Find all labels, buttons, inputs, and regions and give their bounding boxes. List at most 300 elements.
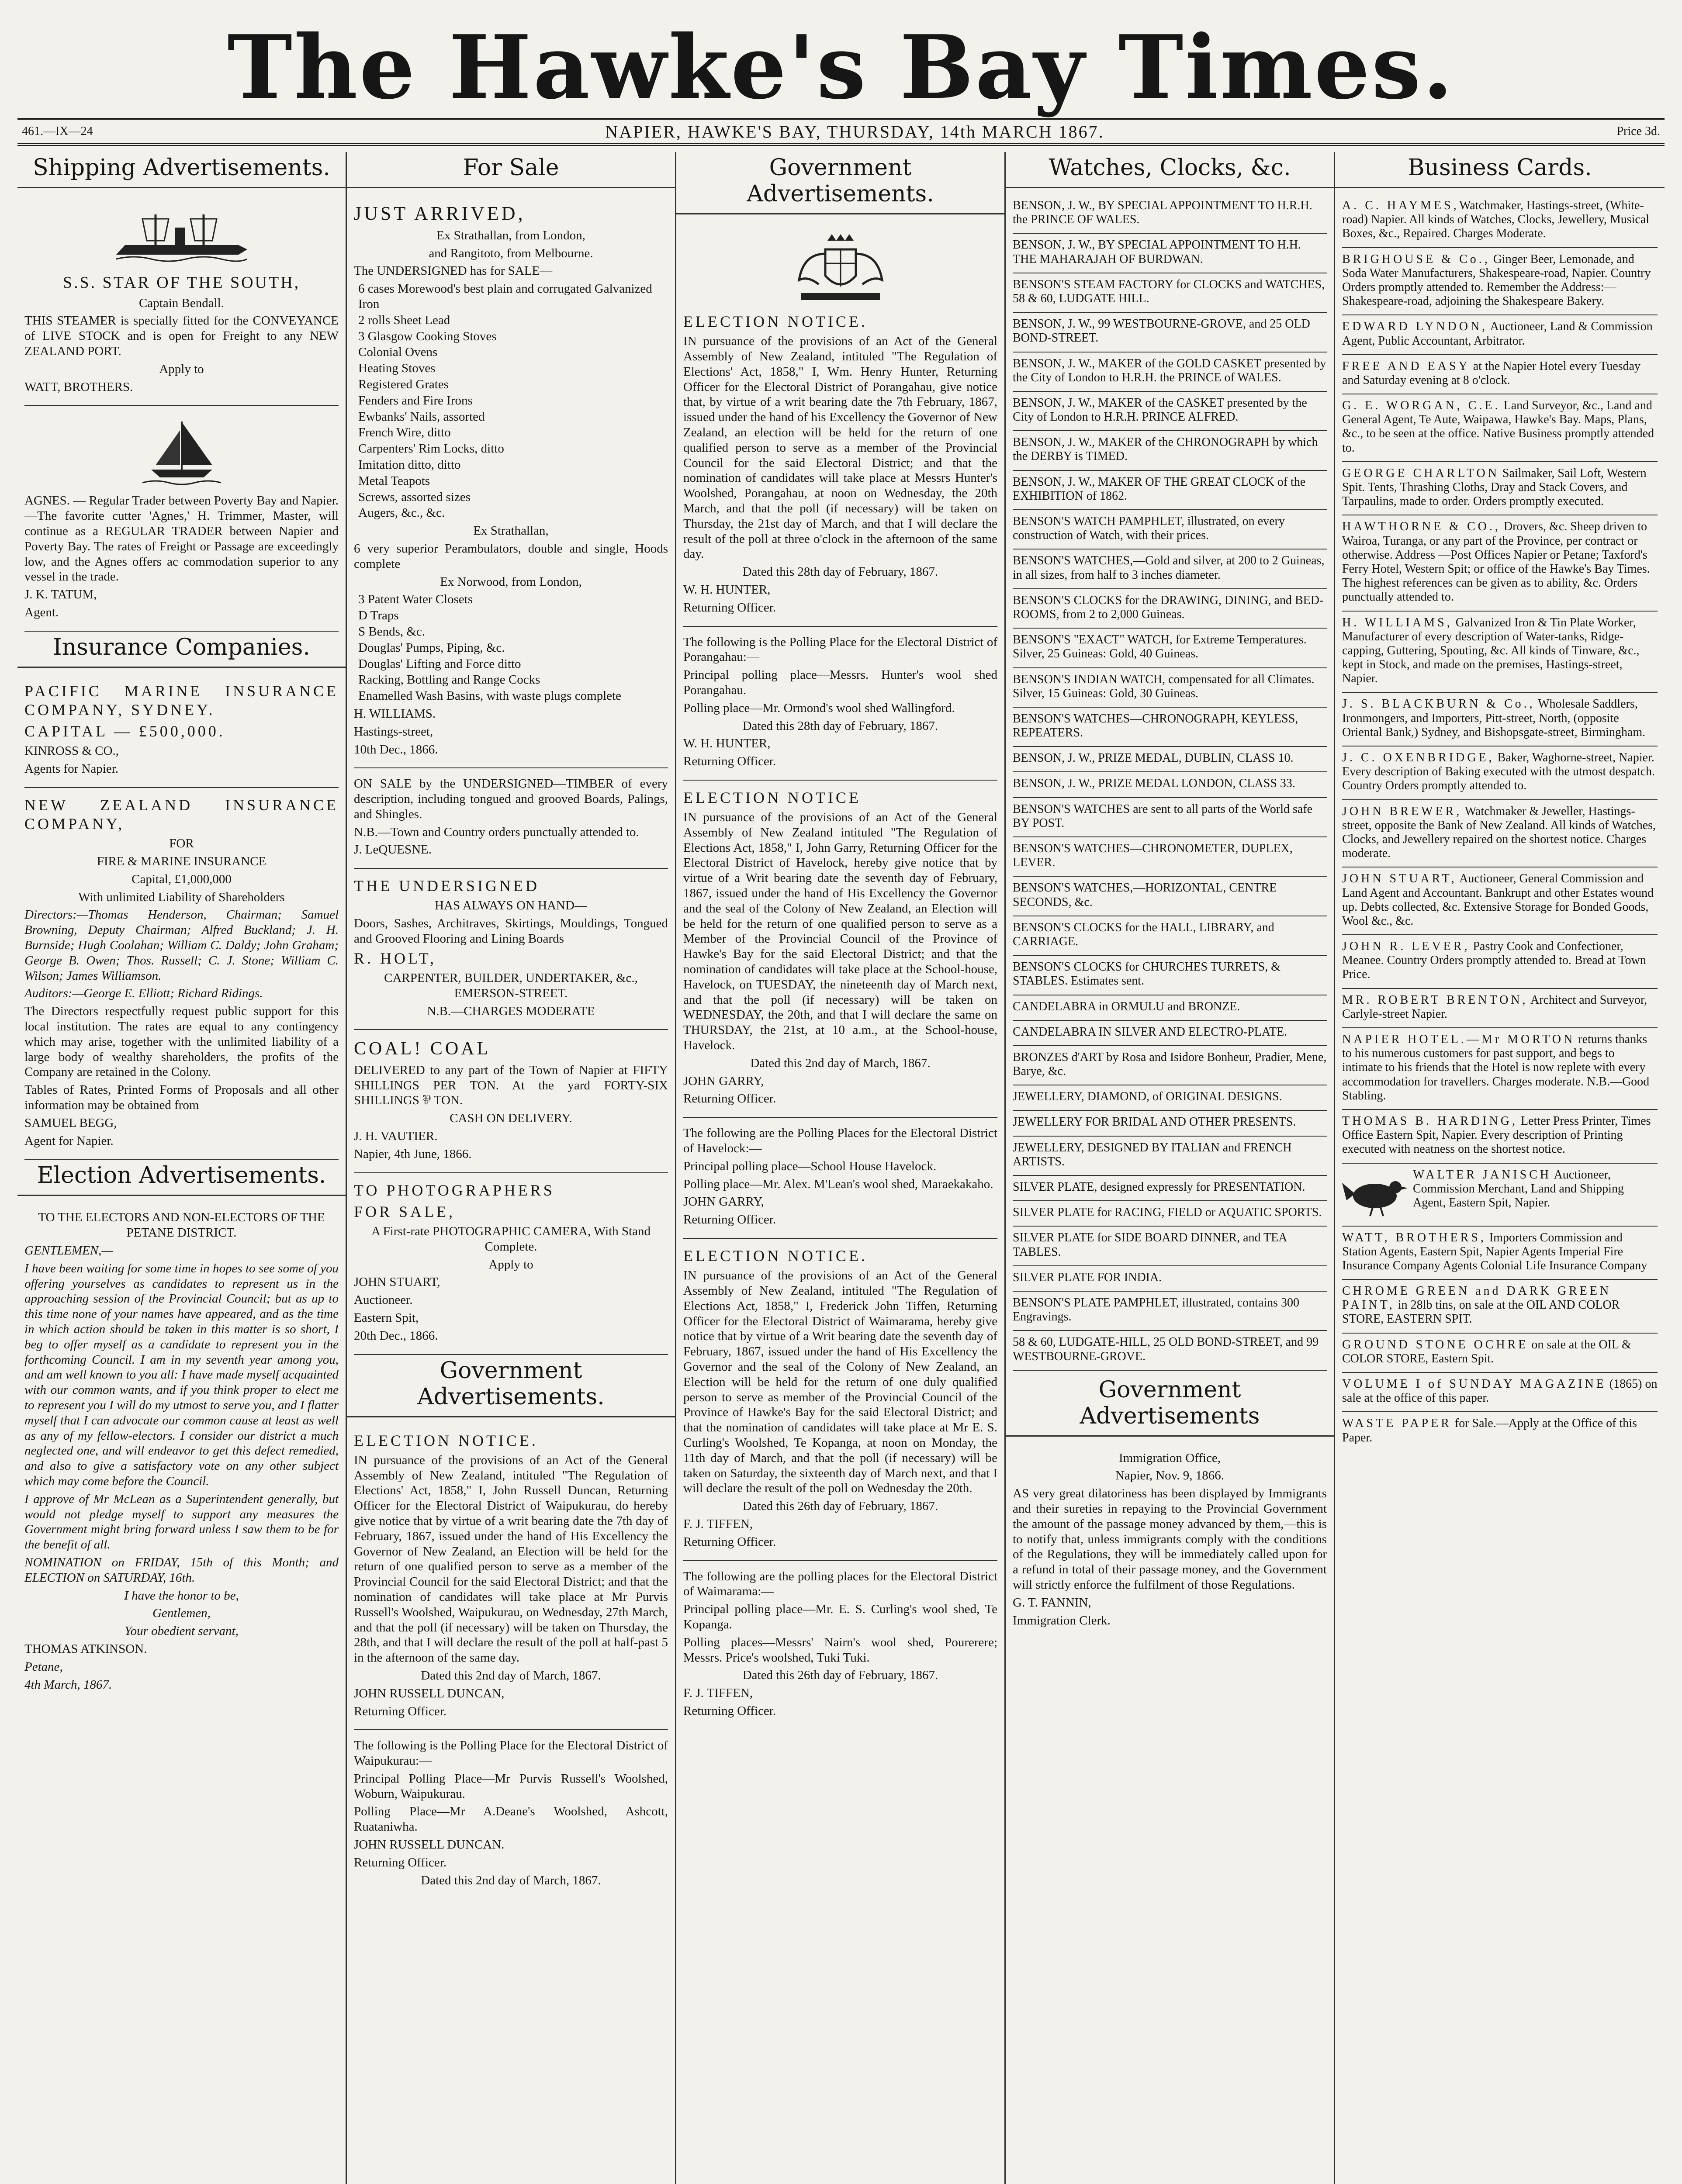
gov2-role: Returning Officer. — [354, 1855, 447, 1870]
list-item — [1013, 668, 1327, 708]
ship-body: THIS STEAMER is specially fitted for the CONVEYANCE of LIVE STOCK and is open for Freight to any NEW ZEALAND PORT. — [24, 314, 339, 358]
list-item — [1013, 549, 1327, 589]
list-item: Douglas' Lifting and Force ditto — [358, 657, 521, 671]
ins2-auditors: Auditors:—George E. Elliott; Richard Ridings. — [24, 986, 263, 1001]
card-body: on sale at the OIL & COLOR STORE, Eastern Spit. — [1342, 1337, 1631, 1365]
royal-crest-icon — [784, 232, 897, 306]
card-body: in 28lb tins, on sale at the OIL AND COLOR STORE, EASTERN SPIT. — [1342, 1298, 1620, 1326]
business-card — [1342, 612, 1658, 693]
benson-ad-text: BENSON, J. W., 99 WESTBOURNE-GROVE, and 25 OLD BOND-STREET. — [1013, 317, 1310, 345]
benson-ad-text: JEWELLERY FOR BRIDAL AND OTHER PRESENTS. — [1013, 1115, 1296, 1129]
benson-ad-text: CANDELABRA in ORMULU and BRONZE. — [1013, 999, 1240, 1013]
sale1-intro: The UNDERSIGNED has for SALE— — [354, 264, 553, 278]
ad-waipukurau-election — [354, 1424, 668, 1731]
business-card — [1342, 462, 1658, 516]
gov-havelock-poll-role: Returning Officer. — [683, 1213, 776, 1227]
elec-p3: NOMINATION on FRIDAY, 15th of this Month; and ELECTION on SATURDAY, 16th. — [24, 1555, 339, 1585]
list-item — [1013, 708, 1327, 747]
card-name: EDWARD LYNDON, — [1342, 320, 1488, 334]
business-card — [1342, 1334, 1658, 1373]
benson-ad-text: BENSON, J. W., MAKER OF THE GREAT CLOCK of the EXHIBITION of 1862. — [1013, 475, 1306, 503]
card-body: Watchmaker, Hastings-street, (White-road) Napier. All kinds of Watches, Clocks, Jewellery, Musical Boxes, &c., Repaired. Charges Moderate. — [1342, 199, 1650, 241]
masthead-title: The Hawke's Bay Times. — [227, 17, 1455, 118]
business-card — [1342, 989, 1658, 1028]
gov1-role: Returning Officer. — [354, 1704, 447, 1718]
steamship-icon — [116, 206, 247, 267]
sale4-body: DELIVERED to any part of the Town of Napier at FIFTY SHILLINGS PER TON. At the yard FORTY-SIX SHILLINGS ⅌ TON. — [354, 1063, 668, 1108]
list-item — [1013, 629, 1327, 668]
sale1-prams: 6 very superior Perambulators, double and single, Hoods complete — [354, 541, 668, 571]
column-4 — [1006, 152, 1335, 2184]
elec-signature: THOMAS ATKINSON. — [24, 1641, 147, 1656]
sale5-sub: FOR SALE, — [354, 1203, 456, 1220]
gov-porangahau-poll-signature: W. H. HUNTER, — [683, 736, 771, 751]
sale3-nb: N.B.—CHARGES MODERATE — [427, 1004, 595, 1018]
gov-waimarama-body: IN pursuance of the provisions of an Act of the General Assembly of New Zealand, intituled "The Regulation of Elections Act, 1858," I, Frederick John Tiffen, Returning Officer for the Electoral District of Waimarama, hereby give notice that by virtue of a Writ bearing date the seventh day of February, 1867, issued under the hand of His Excellency the Governor and the seal of the Colony of New Zealand, an Election will be held for the return of one duly qualified person to serve as member of the Provincial Council of the Province of Hawke's Bay for the said Electoral District; and that the nomination of candidates will take place at Mr E. S. Curling's Woolshed, Te Kopanga, at noon on Monday, the 11th day of March, and that the poll (if necessary) will be taken on Saturday, the sixteenth day of March next, and that I will declare the result of the poll on Wednesday the 20th. — [683, 1268, 997, 1496]
card-name: JOHN BREWER, — [1342, 804, 1462, 818]
ad-waimarama-polling — [683, 1561, 997, 1729]
benson-ad-text: BENSON'S CLOCKS for the HALL, LIBRARY, and CARRIAGE. — [1013, 920, 1274, 948]
benson-ad-text: BENSON'S CLOCKS for the DRAWING, DINING, and BED-ROOMS, from 2 to 2,000 Guineas. — [1013, 593, 1324, 621]
ins2-title: NEW ZEALAND INSURANCE COMPANY, — [24, 796, 339, 833]
list-item: French Wire, ditto — [358, 425, 451, 440]
business-card — [1342, 248, 1658, 316]
list-item: 6 cases Morewood's best plain and corrugated Galvanized Iron — [358, 282, 652, 311]
card-name: WATT, BROTHERS, — [1342, 1230, 1486, 1244]
business-card — [1342, 746, 1658, 800]
gov-waimarama-role: Returning Officer. — [683, 1534, 776, 1549]
card-name: H. WILLIAMS, — [1342, 615, 1453, 629]
card-name: BRIGHOUSE & Co., — [1342, 252, 1490, 266]
gov-havelock-role: Returning Officer. — [683, 1092, 776, 1106]
sale5-signature: JOHN STUART, — [354, 1275, 440, 1289]
price: Price 3d. — [1616, 124, 1660, 138]
card-body: Auctioneer, General Commission and Land Agent and Accountant. Bankrupt and other Estates wound up. Debts collected, &c. Extensive Storage for Bonded Goods, Wool &c., &c. — [1342, 872, 1654, 928]
columns — [17, 152, 1665, 2184]
list-item: 3 Patent Water Closets — [358, 592, 473, 607]
card-name: VOLUME I of SUNDAY MAGAZINE — [1342, 1377, 1606, 1391]
list-item — [1013, 431, 1327, 470]
card-body: Baker, Waghorne-street, Napier. Every description of Baking executed with the utmost despatch. Country Orders promptly attended to. — [1342, 751, 1655, 793]
list-item — [1013, 589, 1327, 629]
ad-agnes — [24, 406, 339, 631]
benson-ad-text: JEWELLERY, DESIGNED BY ITALIAN and FRENCH ARTISTS. — [1013, 1140, 1292, 1168]
card-body: Pastry Cook and Confectioner, Meanee. Country Orders promptly attended to. Bread at Town Price. — [1342, 940, 1646, 981]
column-1 — [17, 152, 347, 2184]
card-body: Architect and Surveyor, Carlyle-street Napier. — [1342, 993, 1647, 1021]
business-card — [1342, 1412, 1658, 1451]
gov-porangahau-poll-date: Dated this 28th day of February, 1867. — [742, 719, 938, 733]
elec-p1: I have been waiting for some time in hopes to see some of you offering yourselves as candidates to represent us in the approaching session of the Provincial Council; but as up to this time none of your names have appeared, and as the time in which action should be taken in this matter is so short, I beg to offer myself as a candidate to represent you in the forthcoming Council. I am in my seventh year among you, and am well known to you all: I have made myself acquainted with our common wants, and if you think proper to elect me to represent you I will do my utmost to serve you, and I flatter myself that I can advocate our common cause at least as well as any of my fellow-electors. I consider our district a much neglected one, and will endeavor to get this defect remedied, and also to give a satisfactory vote on any other subject which may come before the Council. — [24, 1261, 339, 1488]
benson-ad-text: BENSON, J. W., BY SPECIAL APPOINTMENT TO H.H. THE MAHARAJAH OF BURDWAN. — [1013, 238, 1301, 266]
gov-waimarama-poll-p2: Polling places—Messrs' Nairn's wool shed, Pourerere; Messrs. Price's woolshed, Tuki Tuki. — [683, 1635, 997, 1665]
benson-ad-text: SILVER PLATE FOR INDIA. — [1013, 1270, 1162, 1284]
dateline: NAPIER, HAWKE'S BAY, THURSDAY, 14th MARCH 1867. — [605, 121, 1104, 142]
sale4-title: COAL! COAL — [354, 1039, 491, 1059]
card-name: WALTER JANISCH — [1413, 1168, 1552, 1182]
ship-captain: Captain Bendall. — [139, 296, 224, 310]
card-name: FREE AND EASY — [1342, 359, 1470, 373]
ad-photographers — [354, 1173, 668, 1355]
agnes-role: Agent. — [24, 605, 59, 619]
gov-porangahau-poll-p2: Polling place—Mr. Ormond's wool shed Wallingford. — [683, 701, 955, 715]
benson-ad-text: BENSON'S WATCHES are sent to all parts of the World safe BY POST. — [1013, 802, 1313, 830]
ins2-kind: FIRE & MARINE INSURANCE — [97, 854, 266, 869]
list-item: Carpenters' Rim Locks, ditto — [358, 442, 504, 456]
list-item — [1013, 798, 1327, 837]
gov2-intro: The following is the Polling Place for the Electoral District of Waipukurau:— — [354, 1738, 668, 1768]
list-item — [1013, 194, 1327, 234]
elec-salute: GENTLEMEN,— — [24, 1244, 113, 1258]
list-item — [1013, 995, 1327, 1021]
ad-just-arrived — [354, 194, 668, 768]
gov-waimarama-poll-date: Dated this 26th day of February, 1867. — [742, 1668, 938, 1683]
list-item — [1013, 1266, 1327, 1292]
list-item: Screws, assorted sizes — [358, 490, 471, 504]
sale1-address: Hastings-street, — [354, 724, 433, 739]
ad-waimarama-election — [683, 1239, 997, 1561]
sale5-apply: Apply to — [488, 1257, 533, 1272]
ins2-body: The Directors respectfully request public support for this local institution. The rates are equal to any contingency which may arise, together with the unlimited liability of a large body of wealthy shareholders, the profits of the Company are retained in the Colony. — [24, 1004, 339, 1079]
section-heading-government-2: Government Advertisements. — [676, 152, 1004, 214]
ad-pacific-marine — [24, 674, 339, 788]
list-item — [1013, 471, 1327, 510]
list-item — [1013, 352, 1327, 392]
card-body: Wholesale Saddlers, Ironmongers, and Importers, Pitt-street, North, (opposite Oriental Bank,) Sydney, and Bishopsgate-street, Birmingham. — [1342, 697, 1646, 739]
business-card — [1342, 515, 1658, 611]
business-card: A. C. HAYMES, Watchmaker, Hastings-street, (White-road) Napier. All kinds of Watches, Clocks, Jewellery, Musical Boxes, &c., Repaired. Charges Moderate. — [1342, 194, 1658, 248]
gov2-p2: Polling Place—Mr A.Deane's Woolshed, Ashcott, Ruataniwha. — [354, 1804, 668, 1834]
gov1-signature: JOHN RUSSELL DUNCAN, — [354, 1686, 505, 1700]
business-card — [1342, 1227, 1658, 1280]
list-item: Ewbanks' Nails, assorted — [358, 409, 485, 424]
business-card — [1342, 1110, 1658, 1164]
benson-ad-text: BENSON'S WATCHES,—HORIZONTAL, CENTRE SECONDS, &c. — [1013, 881, 1277, 909]
list-item: Augers, &c., &c. — [358, 506, 445, 520]
elec-date: 4th March, 1867. — [24, 1677, 112, 1692]
gov-havelock-signature: JOHN GARRY, — [683, 1074, 764, 1088]
business-card — [1342, 867, 1658, 935]
card-body: at the Napier Hotel every Tuesday and Saturday evening at 8 o'clock. — [1342, 359, 1641, 387]
list-item — [1013, 313, 1327, 352]
benson-ad-text: BENSON, J. W., MAKER of the CASKET presented by the City of London to H.R.H. PRINCE ALFRED. — [1013, 396, 1307, 424]
card-body: for Sale.—Apply at the Office of this Paper. — [1342, 1417, 1637, 1444]
issue-number: 461.—IX—24 — [22, 124, 93, 138]
business-card — [1342, 800, 1658, 868]
benson-ad-text: CANDELABRA IN SILVER AND ELECTRO-PLATE. — [1013, 1025, 1287, 1039]
agnes-body: AGNES. — Regular Trader between Poverty Bay and Napier.—The favorite cutter 'Agnes,' H. Trimmer, Master, will continue as a REGULAR TRADER between Napier and Poverty Bay. The rates of Freight or Passage are exceedingly low, and the Agnes offers ac commodation superior to any vessel in the trade. — [24, 494, 339, 584]
card-name: HAWTHORNE & CO., — [1342, 520, 1501, 534]
section-heading-government-3: Government Advertisements — [1006, 1374, 1334, 1437]
ins1-title: PACIFIC MARINE INSURANCE COMPANY, SYDNEY. — [24, 682, 339, 719]
list-item — [1013, 837, 1327, 877]
sale3-role: CARPENTER, BUILDER, UNDERTAKER, &c., EMERSON-STREET. — [384, 971, 638, 1000]
card-body: Letter Press Printer, Times Office Eastern Spit, Napier. Every description of Printing executed with neatness on the shortest notice. — [1342, 1114, 1651, 1156]
list-item — [1013, 1046, 1327, 1085]
section-heading-for-sale: For Sale — [347, 152, 675, 188]
ship-title: S.S. STAR OF THE SOUTH, — [62, 273, 301, 292]
benson-ad-text: BENSON, J. W., BY SPECIAL APPOINTMENT TO H.R.H. the PRINCE OF WALES. — [1013, 199, 1312, 227]
sale1-goods-list — [354, 281, 668, 521]
gov1-body: IN pursuance of the provisions of an Act of the General Assembly of New Zealand, intituled "The Regulation of Elections' Act, 1858," I, John Russell Duncan, Returning Officer for the Electoral District of Waipukurau, do hereby give notice that by virtue of a writ bearing date the 7th day of February, 1867, issued under the hand of His Excellency the Governor of New Zealand, an Election will be held for the return of one qualified person to serve as a member of the Provincial Council for the said Electoral District; and that the nomination of candidates will take place at Mr Purvis Russell's Woolshed, Waipukurau, on Wednesday, 27th March, and that the poll (if necessary) will be taken on Thursday, the 28th, and that I will declare the result of the poll at half-past 5 in the afternoon of the same day. — [354, 1453, 668, 1665]
section-heading-election: Election Advertisements. — [17, 1160, 346, 1196]
gov-waimarama-poll-role: Returning Officer. — [683, 1704, 776, 1718]
benson-ad-text: BENSON'S WATCHES—CHRONOMETER, DUPLEX, LEVER. — [1013, 842, 1293, 870]
sale5-body: A First-rate PHOTOGRAPHIC CAMERA, With Stand Complete. — [371, 1224, 651, 1254]
business-card — [1342, 394, 1658, 462]
benson-ad-text: BENSON'S "EXACT" WATCH, for Extreme Temperatures. Silver, 25 Guineas: Gold, 40 Guineas. — [1013, 633, 1307, 661]
section-heading-government: Government Advertisements. — [347, 1355, 675, 1417]
list-item: Metal Teapots — [358, 473, 430, 488]
sale3-signature: R. HOLT, — [354, 949, 437, 967]
card-body: Galvanized Iron & Tin Plate Worker, Manufacturer of every description of Water-tanks, Ridge-capping, Guttering, Spouting, &c. All kinds of Tinware, &c., kept in Stock, and made on the premises, Hastings-street, Napier. — [1342, 615, 1640, 686]
list-item: Imitation ditto, ditto — [358, 457, 461, 472]
card-name: WASTE PAPER — [1342, 1417, 1452, 1431]
business-card — [1342, 1028, 1658, 1110]
ad-nz-insurance — [24, 788, 339, 1160]
section-heading-shipping: Shipping Advertisements. — [17, 152, 346, 188]
gov-porangahau-title: ELECTION NOTICE. — [683, 313, 868, 330]
benson-ad-text: BENSON'S PLATE PAMPHLET, illustrated, contains 300 Engravings. — [1013, 1296, 1300, 1324]
card-name: THOMAS B. HARDING, — [1342, 1114, 1518, 1128]
ins2-directors: Directors:—Thomas Henderson, Chairman; Samuel Browning, Deputy Chairman; Alfred Buckland; J. H. Burnside; Hugh Coolahan; William C. Daldy; John Graham; George B. Owen; Thos. Russell; C. J. Stone; William C. Wilson; James Williamson. — [24, 908, 339, 983]
elec-close-3: Your obedient servant, — [125, 1624, 239, 1638]
sale2-signature: J. LeQUESNE. — [354, 843, 432, 857]
sale5-date: 20th Dec., 1866. — [354, 1328, 438, 1343]
ad-porangahau-election — [683, 221, 997, 627]
card-name: CHROME GREEN and DARK GREEN PAINT, — [1342, 1284, 1612, 1312]
card-body: Land Surveyor, &c., Land and General Agent, Te Aute, Waipawa, Hawke's Bay. Maps, Plans, &c., to be seen at the office. Native Business promptly attended to. — [1342, 399, 1654, 455]
gov1-title: ELECTION NOTICE. — [354, 1431, 538, 1449]
list-item — [1013, 510, 1327, 549]
list-item — [1013, 916, 1327, 956]
section-heading-watches: Watches, Clocks, &c. — [1006, 152, 1334, 188]
ins1-role: Agents for Napier. — [24, 762, 119, 776]
list-item — [1013, 1227, 1327, 1266]
benson-ad-text: BENSON'S WATCH PAMPHLET, illustrated, on every construction of Watch, with their prices. — [1013, 515, 1285, 543]
list-item — [1013, 234, 1327, 273]
benson-ad-text: SILVER PLATE for SIDE BOARD DINNER, and TEA TABLES. — [1013, 1231, 1287, 1259]
benson-ad-text: BENSON, J. W., MAKER of the GOLD CASKET presented by the City of London to H.R.H. the PRINCE of WALES. — [1013, 356, 1326, 384]
card-name: NAPIER HOTEL.—Mr MORTON — [1342, 1033, 1575, 1046]
business-card — [1342, 1280, 1658, 1334]
cutter-icon — [142, 417, 221, 487]
list-item — [1013, 1201, 1327, 1227]
ins2-tables: Tables of Rates, Printed Forms of Proposals and all other information may be obtained from — [24, 1083, 339, 1113]
business-card — [1342, 1164, 1658, 1227]
gov-havelock-poll-p1: Principal polling place—School House Havelock. — [683, 1159, 937, 1173]
ad-waipukurau-polling — [354, 1730, 668, 1898]
ins1-signature: KINROSS & CO., — [24, 744, 119, 758]
list-item — [1013, 1085, 1327, 1111]
benson-ad-text: SILVER PLATE for RACING, FIELD or AQUATIC SPORTS. — [1013, 1206, 1322, 1220]
sale2-nb: N.B.—Town and Country orders punctually attended to. — [354, 825, 639, 839]
gov-porangahau-signature: W. H. HUNTER, — [683, 582, 771, 597]
benson-ad-text: BENSON, J. W., PRIZE MEDAL LONDON, CLASS 33. — [1013, 777, 1295, 791]
benson-ad-text: BENSON'S WATCHES,—Gold and silver, at 200 to 2 Guineas, in all sizes, from half to 3 inches diameter. — [1013, 554, 1325, 582]
gov-waimarama-date: Dated this 26th day of February, 1867. — [742, 1499, 938, 1514]
elec-close-2: Gentlemen, — [152, 1606, 211, 1621]
business-card — [1342, 355, 1658, 394]
sale1-date: 10th Dec., 1866. — [354, 742, 438, 757]
gov-porangahau-poll-p1: Principal polling place—Messrs. Hunter's wool shed Porangahau. — [683, 668, 997, 697]
card-body: Drovers, &c. Sheep driven to Wairoa, Turanga, or any part of the Province, per contract or otherwise. Address —Post Offices Napier or Petane; Taxford's Ferry Hotel, Western Spit; or office of the Hawke's Bay Times. The highest references can be given as to ability, &c. Orders punctually attended to. — [1342, 520, 1650, 604]
list-item: Colonial Ovens — [358, 345, 438, 359]
gov2-signature: JOHN RUSSELL DUNCAN. — [354, 1838, 505, 1852]
benson-ad-text: SILVER PLATE, designed expressly for PRESENTATION. — [1013, 1180, 1305, 1194]
list-item — [1013, 1111, 1327, 1136]
list-item — [1013, 956, 1327, 995]
list-item — [1013, 747, 1327, 772]
sale1-ex2: and Rangitoto, from Melbourne. — [429, 246, 593, 260]
card-name: GEORGE CHARLTON — [1342, 466, 1499, 480]
benson-ad-text: BENSON'S WATCHES—CHRONOGRAPH, KEYLESS, REPEATERS. — [1013, 712, 1298, 740]
benson-ad-text: BENSON, J. W., MAKER of the CHRONOGRAPH by which the DERBY is TIMED. — [1013, 435, 1318, 463]
sale1-ex4: Ex Norwood, from London, — [440, 574, 582, 589]
gov-havelock-poll-signature: JOHN GARRY, — [683, 1195, 764, 1209]
gov1-date: Dated this 2nd day of March, 1867. — [421, 1668, 601, 1683]
elec-close-1: I have the honor to be, — [124, 1588, 239, 1603]
sale2-body: ON SALE by the UNDERSIGNED—TIMBER of every description, including tongued and grooved Boards, Palings, and Shingles. — [354, 777, 668, 821]
gov-havelock-poll-p2: Polling place—Mr. Alex. M'Lean's wool shed, Maraekakaho. — [683, 1177, 993, 1191]
list-item: Racking, Bottling and Range Cocks — [358, 673, 540, 687]
ship-apply: Apply to — [159, 362, 204, 376]
list-item: Fenders and Fire Irons — [358, 393, 473, 408]
sale1-title: JUST ARRIVED, — [354, 203, 526, 224]
benson-ad-text: BENSON, J. W., PRIZE MEDAL, DUBLIN, CLASS 10. — [1013, 751, 1294, 765]
ins2-capital: Capital, £1,000,000 — [132, 872, 232, 886]
business-card — [1342, 693, 1658, 746]
ad-coal — [354, 1030, 668, 1173]
gov-porangahau-body: IN pursuance of the provisions of an Act of the General Assembly of New Zealand, intituled "The Regulation of Elections' Act, 1858," I, Wm. Henry Hunter, Returning Officer for the Electoral District of Porangahau, give notice that, by virtue of a writ bearing date the 7th February, 1867, issued under the hand of his Excellency the Governor of New Zealand, an election will be held for the return of one qualified person to serve as a member of the Provincial Council for the said Electoral District; and that the nomination of candidates will take place at Messrs Hunter's Woolshed, Porangahau, at noon on Wednesday, the 20th March, and that the poll (if necessary) will be taken on Thursday, the 21st day of March, and that I will declare the result of the poll at three o'clock in the afternoon of the same day. — [683, 334, 997, 561]
gov-waimarama-title: ELECTION NOTICE. — [683, 1247, 868, 1265]
sale4-cash: CASH ON DELIVERY. — [450, 1111, 572, 1126]
card-body: (1865) on sale at the office of this paper. — [1342, 1377, 1658, 1405]
list-item — [1013, 1137, 1327, 1176]
list-item — [1013, 1021, 1327, 1046]
sale4-signature: J. H. VAUTIER. — [354, 1129, 438, 1144]
sale1-ex1: Ex Strathallan, from London, — [436, 228, 585, 242]
card-body: Sailmaker, Sail Loft, Western Spit. Tents, Thrashing Cloths, Dray and Stack Covers, and Tarpaulins, made to order. Orders promptly executed. — [1342, 466, 1647, 508]
column-3 — [676, 152, 1006, 2184]
ad-petane-election — [24, 1202, 339, 1703]
ins2-role: Agent for Napier. — [24, 1133, 114, 1148]
card-body: Watchmaker & Jeweller, Hastings-street, opposite the Bank of New Zealand. All kinds of Watches, Clocks, and Jewellery repaired on the shortest notice. Charges moderate. — [1342, 804, 1656, 860]
ship-signature: WATT, BROTHERS. — [24, 380, 133, 394]
gov-waimarama-poll-p1: Principal polling place—Mr. E. S. Curling's wool shed, Te Kopanga. — [683, 1602, 997, 1631]
list-item — [1013, 1331, 1327, 1370]
gov-havelock-poll-intro: The following are the Polling Places for the Electoral District of Havelock:— — [683, 1126, 997, 1156]
column-2 — [347, 152, 676, 2184]
elec-p2: I approve of Mr McLean as a Superintendent generally, but would not pledge myself to support any measures the Government might bring forward unless I saw them to be for the benefit of all. — [24, 1492, 339, 1552]
dateline-bar — [17, 118, 1665, 146]
benson-ad-text: BENSON'S STEAM FACTORY for CLOCKS and WATCHES, 58 & 60, LUDGATE HILL. — [1013, 277, 1325, 305]
elec-place: Petane, — [24, 1659, 63, 1674]
ins2-for: FOR — [169, 836, 194, 851]
card-body: Auctioneer, Commission Merchant, Land and Shipping Agent, Eastern Spit, Napier. — [1413, 1168, 1624, 1209]
sale3-sub: HAS ALWAYS ON HAND— — [435, 898, 587, 913]
gov2-date: Dated this 2nd day of March, 1867. — [421, 1873, 601, 1887]
card-body: Importers Commission and Station Agents, Eastern Spit, Napier Agents Imperial Fire Insurance Company Agents Colonial Life Insurance Company — [1342, 1230, 1647, 1272]
immigration-role: Immigration Clerk. — [1013, 1613, 1111, 1628]
benson-ad-text: BRONZES d'ART by Rosa and Isidore Bonheur, Pradier, Mene, Barye, &c. — [1013, 1050, 1327, 1078]
list-item: 2 rolls Sheet Lead — [358, 313, 450, 327]
card-name: JOHN STUART, — [1342, 872, 1457, 886]
ad-holt — [354, 869, 668, 1030]
bird-icon — [1342, 1170, 1408, 1218]
ad-porangahau-polling — [683, 627, 997, 781]
sale3-body: Doors, Sashes, Architraves, Skirtings, Mouldings, Tongued and Grooved Flooring and Lining Boards — [354, 916, 668, 946]
ad-havelock-polling — [683, 1118, 997, 1239]
gov-waimarama-poll-intro: The following are the polling places for the Electoral District of Waimarama:— — [683, 1569, 997, 1599]
gov-havelock-body: IN pursuance of the provisions of an Act of the General Assembly of New Zealand intituled "The Regulation of Elections Act, 1858," I, John Garry, Returning Officer for the Electoral District of Havelock, hereby give notice that by virtue of a Writ bearing date the seventh day of February, 1867, issued under the hand of His Excellency the Governor and the seal of the Colony of New Zealand, an Election will be held for the return of one qualified person to serve as a Member of the Provincial Council of the Province of Hawke's Bay for the said Electoral District; and that the nomination of candidates will take place at the School-house, Havelock, on TUESDAY, the nineteenth day of March next, and that the poll (if necessary) will be taken on WEDNESDAY, the 20th, and that I will declare the same on THURSDAY, the 21st, at 10 a.m., at the School-house, Havelock. — [683, 810, 997, 1053]
card-body: Ginger Beer, Lemonade, and Soda Water Manufacturers, Shakespeare-road, Napier. Country Orders promptly attended to. Remember the Address:—Shakespeare-road, adjoining the Shakespeare Bakery. — [1342, 252, 1651, 308]
list-item: S Bends, &c. — [358, 624, 426, 639]
ad-immigration — [1013, 1443, 1327, 1639]
card-name: J. S. BLACKBURN & Co., — [1342, 697, 1535, 711]
list-item: Douglas' Pumps, Piping, &c. — [358, 640, 505, 655]
immigration-body: AS very great dilatoriness has been displayed by Immigrants and their sureties in repaying to the Provincial Government the amount of the passage money advanced by them,—this is to notify that, unless immigrants comply with the conditions of the Regulations, they will be immediately called upon for a refund in total of their passage money, and the Government will strictly enforce the fulfilment of those Regulations. — [1013, 1486, 1327, 1592]
card-name: G. E. WORGAN, C.E. — [1342, 399, 1501, 413]
list-item: Heating Stoves — [358, 361, 436, 376]
gov-porangahau-role: Returning Officer. — [683, 600, 776, 615]
agnes-signature: J. K. TATUM, — [24, 587, 97, 602]
benson-ad-text: 58 & 60, LUDGATE-HILL, 25 OLD BOND-STREET, and 99 WESTBOURNE-GROVE. — [1013, 1335, 1319, 1363]
ins2-signature: SAMUEL BEGG, — [24, 1116, 117, 1130]
list-item: 3 Glasgow Cooking Stoves — [358, 329, 497, 343]
elec-title: TO THE ELECTORS AND NON-ELECTORS OF THE PETANE DISTRICT. — [38, 1210, 325, 1240]
ad-havelock-election — [683, 781, 997, 1118]
business-card — [1342, 935, 1658, 989]
card-name: GROUND STONE OCHRE — [1342, 1337, 1529, 1351]
benson-ad-text: JEWELLERY, DIAMOND, of ORIGINAL DESIGNS. — [1013, 1090, 1282, 1104]
list-item — [1013, 1292, 1327, 1331]
list-item — [1013, 273, 1327, 313]
gov-porangahau-poll-intro: The following is the Polling Place for the Electoral District of Porangahau:— — [683, 635, 997, 664]
card-name: A. C. HAYMES — [1342, 199, 1454, 212]
sale4-date: Napier, 4th June, 1866. — [354, 1147, 472, 1161]
section-heading-business-cards: Business Cards. — [1335, 152, 1665, 188]
list-item — [1013, 1176, 1327, 1201]
gov-havelock-date: Dated this 2nd day of March, 1867. — [750, 1056, 931, 1070]
immigration-office: Immigration Office, — [1118, 1451, 1221, 1465]
list-item: Registered Grates — [358, 377, 449, 391]
gov-porangahau-date: Dated this 28th day of February, 1867. — [742, 565, 938, 579]
card-name: J. C. OXENBRIDGE, — [1342, 751, 1495, 764]
card-body: returns thanks to his numerous customers for past support, and begs to intimate to his friends that the Hotel is now replete with every accommodation for travellers. Charges moderate. N.B.—Good Stabling. — [1342, 1033, 1650, 1102]
card-name: JOHN R. LEVER, — [1342, 940, 1470, 954]
benson-ad-text: BENSON'S INDIAN WATCH, compensated for all Climates. Silver, 15 Guineas: Gold, 30 Guineas. — [1013, 672, 1315, 700]
gov-havelock-title: ELECTION NOTICE — [683, 788, 861, 806]
list-item: D Traps — [358, 608, 399, 623]
business-card — [1342, 1373, 1658, 1412]
ad-star-of-the-south — [24, 194, 339, 406]
gov-waimarama-signature: F. J. TIFFEN, — [683, 1517, 753, 1531]
sale1-signature: H. WILLIAMS. — [354, 706, 436, 721]
sale5-title: TO PHOTOGRAPHERS — [354, 1181, 555, 1199]
gov-porangahau-poll-role: Returning Officer. — [683, 754, 776, 769]
list-item — [1013, 392, 1327, 431]
section-heading-insurance: Insurance Companies. — [17, 632, 346, 668]
column-5 — [1335, 152, 1665, 2184]
sale5-address: Eastern Spit, — [354, 1310, 419, 1325]
card-name: MR. ROBERT BRENTON, — [1342, 993, 1528, 1007]
gov-waimarama-poll-signature: F. J. TIFFEN, — [683, 1686, 753, 1700]
ins1-capital: CAPITAL — £500,000. — [24, 722, 225, 740]
sale1-goods-list-2 — [354, 592, 668, 704]
list-item — [1013, 877, 1327, 916]
benson-ad-text: BENSON'S CLOCKS for CHURCHES TURRETS, & STABLES. Estimates sent. — [1013, 960, 1281, 988]
